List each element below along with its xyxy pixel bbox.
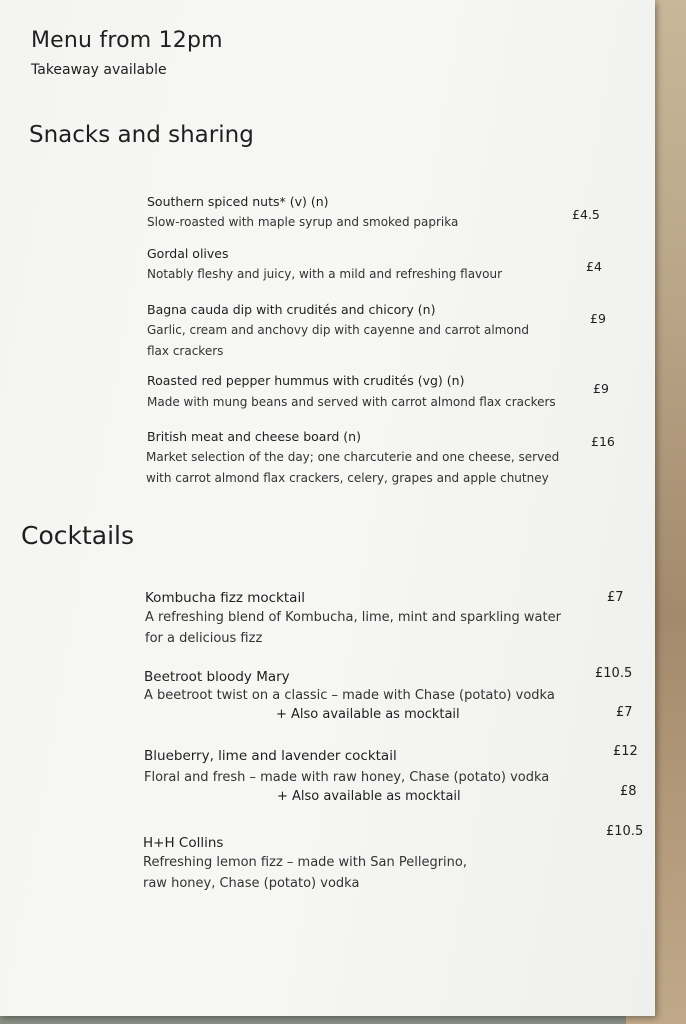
snack-item-price: £16 xyxy=(591,434,615,449)
snack-item-desc: Notably fleshy and juicy, with a mild and refreshing flavour xyxy=(147,267,503,281)
cocktails-heading: Cocktails xyxy=(21,521,135,550)
cocktail-item-price: £10.5 xyxy=(595,666,633,681)
cocktail-item-desc: Floral and fresh – made with raw honey, Chase (potato) vodka xyxy=(144,770,550,785)
snack-item-desc: Garlic, cream and anchovy dip with cayenne and carrot almond flax crackers xyxy=(147,323,529,358)
snack-item-price: £9 xyxy=(593,381,609,396)
cocktail-item-desc: A refreshing blend of Kombucha, lime, mint and sparkling water for a delicious fizz xyxy=(145,610,561,646)
cocktail-item-desc: Refreshing lemon fizz – made with San Pellegrino, raw honey, Chase (potato) vodka xyxy=(143,855,467,891)
snack-item-desc: Slow-roasted with maple syrup and smoked paprika xyxy=(147,215,459,229)
snack-item-name: Southern spiced nuts* (v) (n) xyxy=(147,194,329,209)
cocktail-item-name: Kombucha fizz mocktail xyxy=(145,590,305,606)
menu-subtitle: Takeaway available xyxy=(31,62,167,78)
snack-item-desc: Made with mung beans and served with carrot almond flax crackers xyxy=(147,395,556,409)
snack-item-name: Roasted red pepper hummus with crudités (vg) (n) xyxy=(147,373,465,388)
cocktail-item-price: £12 xyxy=(613,744,638,759)
snack-item-desc: Market selection of the day; one charcuterie and one cheese, served with carrot almond flax crackers, celery, grapes and apple chutney xyxy=(146,450,560,485)
snack-item-name: Gordal olives xyxy=(147,246,229,261)
cocktail-item-name: Blueberry, lime and lavender cocktail xyxy=(144,748,397,764)
snacks-heading: Snacks and sharing xyxy=(29,122,254,148)
cocktail-item-desc: A beetroot twist on a classic – made with Chase (potato) vodka xyxy=(144,688,555,703)
mocktail-option-price: £8 xyxy=(620,784,637,799)
snack-item-price: £4.5 xyxy=(572,207,600,222)
cocktail-item-price: £7 xyxy=(607,590,624,605)
cocktail-item-name: Beetroot bloody Mary xyxy=(144,669,290,685)
cocktail-item-name: H+H Collins xyxy=(143,835,224,851)
snack-item-name: Bagna cauda dip with crudités and chicory (n) xyxy=(147,302,436,317)
mocktail-option-label: + Also available as mocktail xyxy=(276,707,460,722)
snack-item-price: £9 xyxy=(590,311,606,326)
menu-title: Menu from 12pm xyxy=(31,28,223,53)
snack-item-name: British meat and cheese board (n) xyxy=(147,429,361,444)
cocktail-item-price: £10.5 xyxy=(606,824,644,839)
snack-item-price: £4 xyxy=(586,259,602,274)
mocktail-option-label: + Also available as mocktail xyxy=(277,789,461,804)
mocktail-option-price: £7 xyxy=(616,705,633,720)
